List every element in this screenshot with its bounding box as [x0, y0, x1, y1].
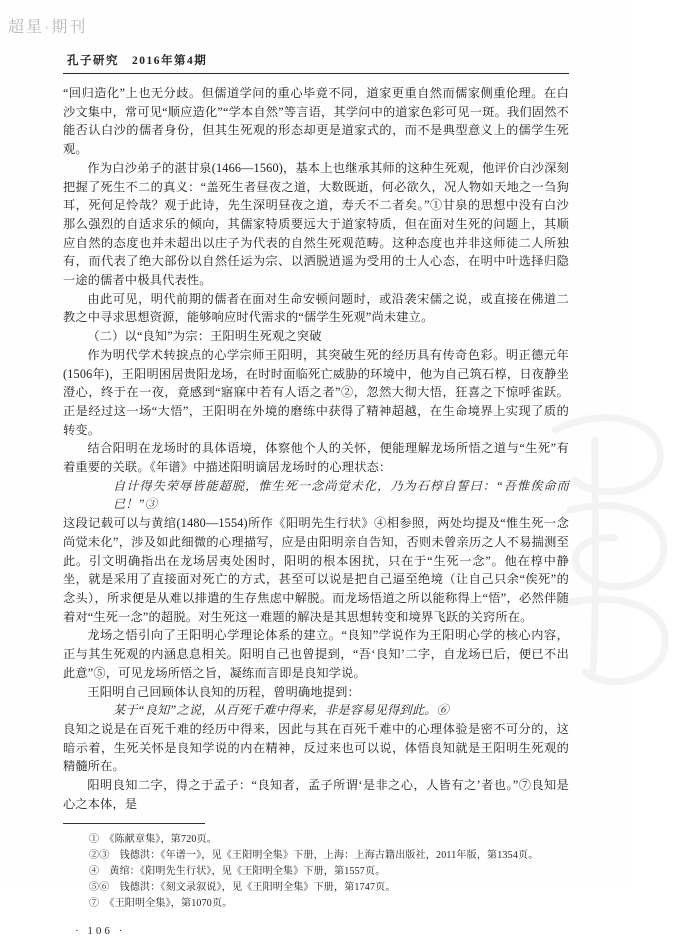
- paragraph: 由此可见，明代前期的儒者在面对生命安顿问题时，或沿袭宋儒之说，或直接在佛道二教之中寻求思想资源，能够响应时代需求的“儒学生死观”尚未建立。: [63, 291, 569, 325]
- quote-block: 某于“良知”之说，从百死千难中得来，非是容易见得到此。⑥: [113, 703, 450, 718]
- journal-header: 孔子研究 2016年第4期: [67, 55, 208, 67]
- paragraph: “回归造化”上也无分歧。但儒道学问的重心毕竟不同，道家更重自然而儒家侧重伦理。在白沙文集中，常可见“顺应造化”“学本自然”等言语，其学问中的道家色彩可见一斑。我们固然不能否认白沙的儒者身份，但其生死观的形态却更是道家式的，而不是典型意义上的儒学生死观。: [63, 86, 569, 157]
- footnote: ②③ 钱德洪：《年谱一》，见《王阳明全集》下册，上海：上海古籍出版社，2011年版，第1354页。: [89, 850, 539, 862]
- quote-block: 自计得失荣辱皆能超脱，惟生死一念尚觉未化，乃为石椁自誓曰：“吾惟俟命而已！”③: [113, 478, 569, 512]
- footnote: ① 《陈献章集》，第720页。: [89, 834, 217, 846]
- paragraph: 结合阳明在龙场时的具体语境，体察他个人的关怀，便能理解龙场所悟之道与“生死”有着重要的关联。《年谱》中描述阳明谪居龙场时的心理状态：: [63, 441, 569, 475]
- paragraph: 这段记载可以与黄绾(1480—1554)所作《阳明先生行状》④相参照，两处均提及“惟生死一念尚觉未化”，涉及如此细微的心理描写，应是由阳明亲自告知，否则未曾亲历之人不易揣测至此。引文明确指出在龙场居夷处困时，阳明的根本困扰，只在于“生死一念”。他在椁中静坐，就是采用了直接面对死亡的方式，甚至可以说是把自己逼至绝境（让自己只余“俟死”的念头），所求便是从难以排遣的生存焦虑中解脱。而龙场悟道之所以能称得上“悟”，必然伴随着对“生死一念”的超脱。对生死这一难题的解决是其思想转变和境界飞跃的关窍所在。: [63, 516, 569, 624]
- paragraph: 龙场之悟引向了王阳明心学理论体系的建立。“良知”学说作为王阳明心学的核心内容，正与其生死观的内涵息息相关。阳明自己也曾提到，“吾‘良知’二字，自龙场已后，便已不出此意”⑤，可见龙场所悟之旨，凝练而言即是良知学说。: [63, 628, 569, 680]
- header-rule: [63, 73, 569, 74]
- paragraph: 王阳明自己回顾体认良知的历程，曾明确地提到：: [87, 684, 360, 699]
- platform-watermark: 超星·期刊: [8, 19, 88, 36]
- footnote-divider: [63, 823, 205, 824]
- footnotes-section: [63, 823, 569, 911]
- paragraph: 阳明良知二字，得之于孟子：“良知者，孟子所谓‘是非之心，人皆有之’者也。”⑦良知是心之本体，是: [63, 778, 569, 811]
- footnote: ⑤⑥ 钱德洪：《刻文录叙说》，见《王阳明全集》下册，第1747页。: [89, 881, 396, 893]
- footnote: ④ 黄绾：《阳明先生行状》，见《王阳明全集》下册，第1557页。: [89, 866, 386, 878]
- paragraph: 作为白沙弟子的湛甘泉(1466—1560)，基本上也继承其师的这种生死观，他评价白沙深刻把握了死生不二的真义：“盖死生者昼夜之道，大数既逝，何必欲久，况人物如天地之一刍狗耳，死何足怜哉？观于此诗，先生深明昼夜之道，寿夭不二者矣。”①甘泉的思想中没有白沙那么强烈的自适求乐的倾向，其儒家特质要远大于道家特质，但在面对生死的问题上，其顺应自然的态度也并未超出以庄子为代表的自然生死观范畴。这种态度也并非这师徒二人所独有，而代表了绝大部份以自然任运为宗、以洒脱逍遥为受用的士人心态，在明中叶选择归隐一途的儒者中极具代表性。: [63, 160, 569, 288]
- page-number: · 106 ·: [75, 925, 126, 937]
- footnote: ⑦ 《王阳明全集》，第1070页。: [89, 897, 233, 909]
- article-body: [63, 84, 569, 813]
- page-content: [63, 52, 569, 937]
- section-heading: （二）以“良知”为宗：王阳明生死观之突破: [87, 329, 322, 344]
- paragraph: 良知之说是在百死千难的经历中得来，因此与其在百死千难中的心理体验是密不可分的，这暗示着，生死关怀是良知学说的内在精神，反过来也可以说，体悟良知就是王阳明生死观的精髓所在。: [63, 721, 569, 774]
- paragraph: 作为明代学术转捩点的心学宗师王阳明，其突破生死的经历具有传奇色彩。明正德元年(1506年)，王阳明困居贵阳龙场，在时时面临死亡威胁的环境中，他为自己筑石椁，日夜静坐澄心，终于在一夜，竟感到“寤寐中若有人语之者”②，忽然大彻大悟，狂喜之下惊呼雀跃。正是经过这一场“大悟”，王阳明在外境的磨练中获得了精神超越，在生命境界上实现了质的转变。: [63, 347, 569, 437]
